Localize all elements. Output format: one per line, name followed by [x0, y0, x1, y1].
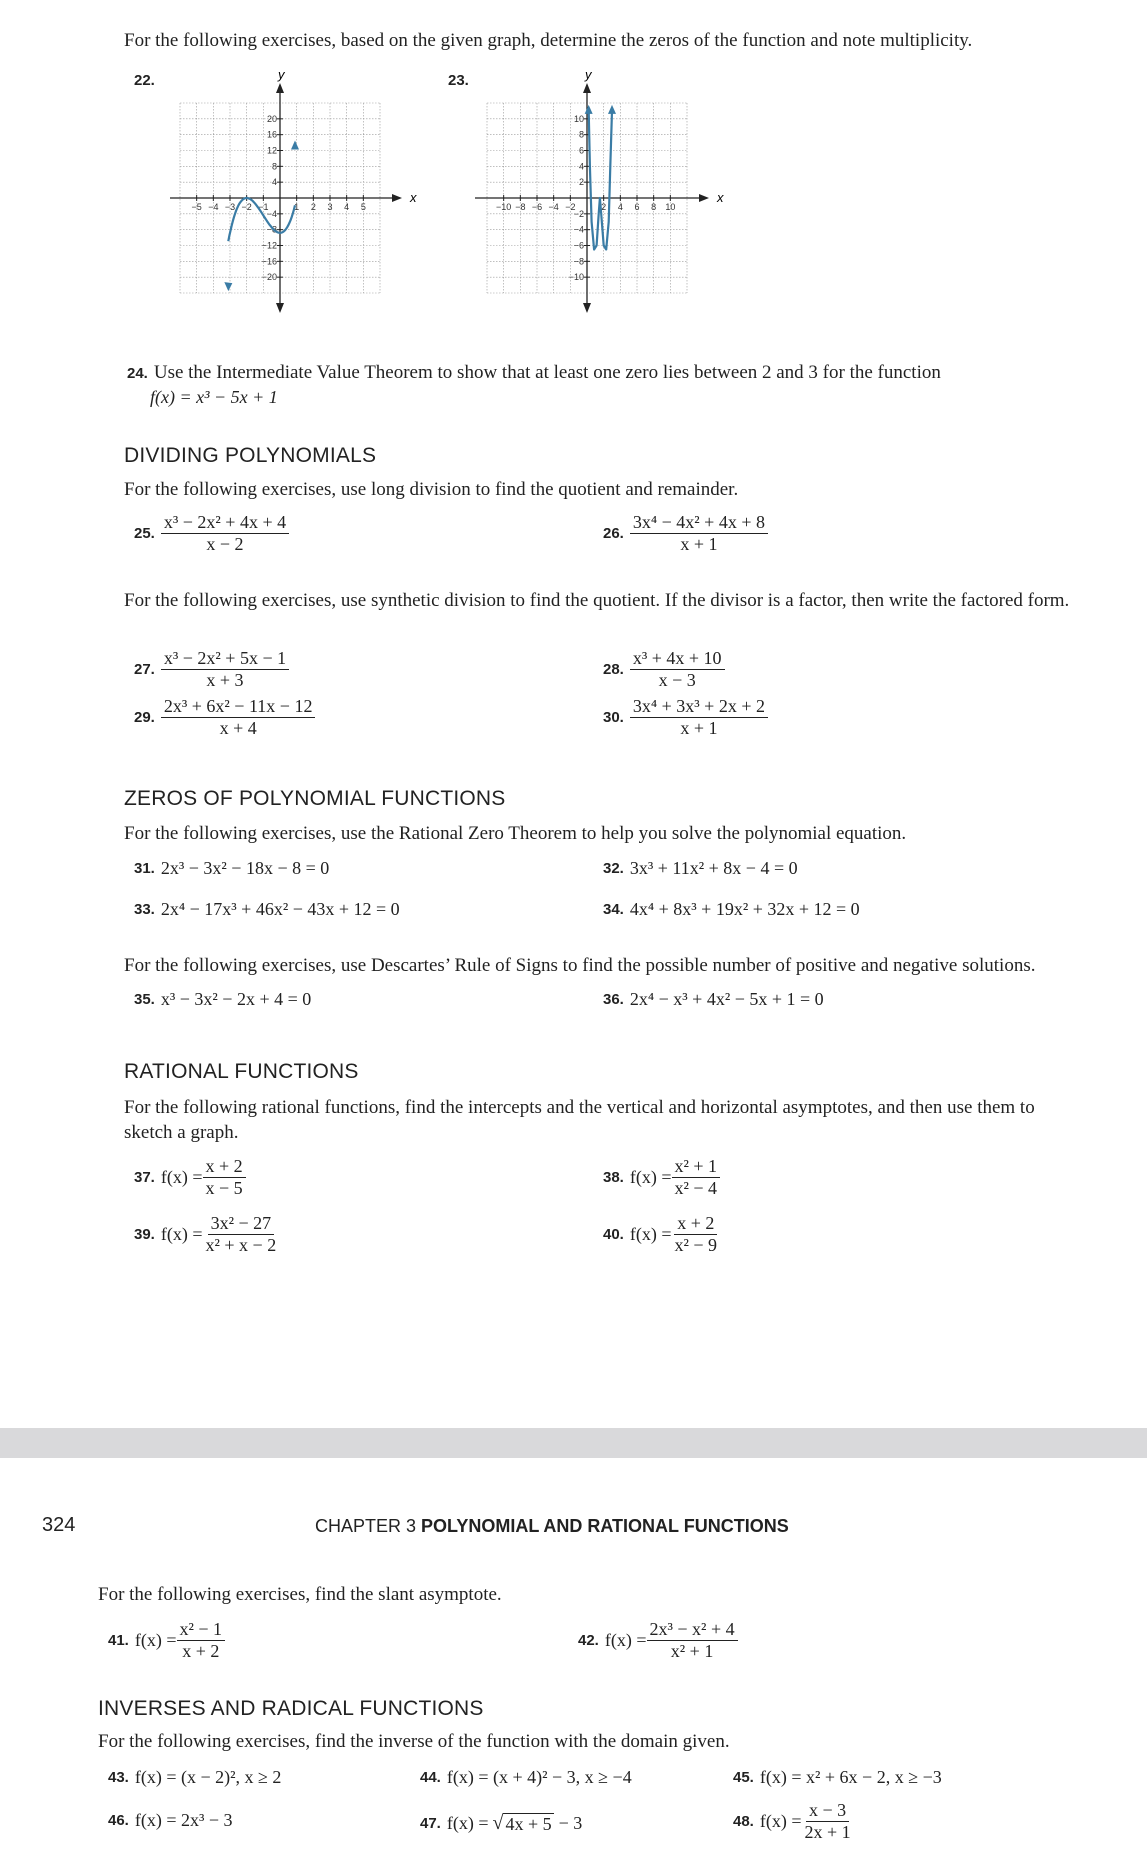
graph-22 — [170, 68, 420, 330]
y-tick-label: 20 — [266, 113, 277, 124]
exercise-35 — [134, 989, 311, 1010]
exercise-number: 28. — [603, 661, 624, 678]
exercise-number: 40. — [603, 1226, 624, 1243]
heading-dividing-polynomials: DIVIDING POLYNOMIALS — [124, 444, 377, 467]
exercise-33 — [134, 899, 400, 920]
fraction — [203, 1156, 246, 1199]
exercise-34 — [603, 899, 860, 920]
intro-slant-asymptote: For the following exercises, find the slant asymptote. — [98, 1584, 502, 1605]
y-tick-label: −4 — [266, 208, 277, 219]
fraction — [647, 1619, 738, 1662]
fraction — [672, 1156, 721, 1199]
numerator: x² + 1 — [672, 1156, 721, 1178]
y-tick-label: 4 — [271, 177, 277, 188]
intro-descartes: For the following exercises, use Descartes’ Rule of Signs to find the possible number of positive and negative solutions. — [124, 955, 1036, 976]
y-tick-label: −16 — [261, 256, 277, 267]
y-tick-label: 6 — [578, 145, 584, 156]
y-tick-label: 10 — [573, 113, 584, 124]
x-tick-label: −1 — [258, 202, 269, 212]
numerator: x − 3 — [806, 1800, 849, 1822]
x-tick-label: 5 — [360, 202, 366, 212]
intro-long-division: For the following exercises, use long division to find the quotient and remainder. — [124, 479, 739, 500]
fraction — [177, 1619, 226, 1662]
x-tick-label: 2 — [601, 202, 607, 212]
heading-inverses-and-radical-functions: INVERSES AND RADICAL FUNCTIONS — [98, 1697, 484, 1720]
y-axis-arrow-down — [276, 303, 284, 313]
fraction — [802, 1800, 854, 1843]
exercise-number: 41. — [108, 1632, 129, 1649]
exercise-31 — [134, 858, 329, 879]
y-tick-label: 8 — [578, 129, 584, 140]
function-lhs: f(x) = — [160, 1224, 203, 1244]
exercise-46 — [108, 1810, 233, 1831]
denominator: x² + 1 — [670, 1641, 714, 1661]
exercise-28 — [603, 648, 725, 691]
equation: f(x) = (x − 2)², x ≥ 2 — [134, 1767, 282, 1787]
numerator: x³ − 2x² + 5x − 1 — [161, 648, 289, 670]
denominator: x + 4 — [219, 718, 257, 738]
x-tick-label: −10 — [496, 202, 512, 212]
fraction — [630, 648, 725, 691]
radicand: 4x + 5 — [505, 1813, 552, 1834]
denominator: x + 2 — [182, 1641, 220, 1661]
exercise-number: 36. — [603, 991, 624, 1008]
equation-tail: − 3 — [558, 1813, 583, 1833]
x-tick-label: 1 — [294, 202, 300, 212]
equation: f(x) = 2x³ − 3 — [134, 1810, 233, 1830]
exercise-number: 32. — [603, 860, 624, 877]
exercise-25 — [134, 512, 289, 555]
exercise-41 — [108, 1619, 225, 1662]
exercise-number: 24. — [127, 364, 148, 382]
exercise-number: 27. — [134, 661, 155, 678]
fraction — [161, 512, 289, 555]
graph-23 — [475, 68, 735, 330]
function-lhs: f(x) = — [629, 1224, 672, 1244]
y-tick-label: −12 — [261, 240, 277, 251]
function-lhs: f(x) = — [160, 1167, 203, 1187]
exercise-32 — [603, 858, 798, 879]
exercise-number: 35. — [134, 991, 155, 1008]
x-axis-label: x — [717, 190, 724, 205]
intro-rational-functions: For the following rational functions, find the intercepts and the vertical and horizontal asymptotes, and then use them to sketch a graph. — [124, 1097, 1035, 1143]
numerator: x + 2 — [674, 1213, 717, 1235]
denominator: x − 2 — [206, 534, 244, 554]
exercise-44 — [420, 1767, 632, 1788]
fraction — [672, 1213, 721, 1256]
x-tick-label: −2 — [565, 202, 576, 212]
y-axis-label: y — [278, 68, 285, 82]
x-tick-label: 8 — [651, 202, 657, 212]
denominator: x² − 9 — [674, 1235, 718, 1255]
exercise-number: 30. — [603, 709, 624, 726]
y-axis-label: y — [585, 68, 592, 82]
x-tick-label: −2 — [241, 202, 252, 212]
exercise-number: 31. — [134, 860, 155, 877]
fraction — [161, 648, 289, 691]
denominator: x² + x − 2 — [205, 1235, 277, 1255]
denominator: x + 1 — [680, 718, 718, 738]
exercise-number-23: 23. — [448, 72, 469, 89]
x-tick-label: 2 — [310, 202, 316, 212]
x-axis-arrow-right — [392, 194, 402, 202]
chapter-title: POLYNOMIAL AND RATIONAL FUNCTIONS — [421, 1516, 789, 1536]
exercise-47 — [420, 1812, 582, 1835]
x-tick-label: −4 — [208, 202, 219, 212]
denominator: x + 3 — [206, 670, 244, 690]
exercise-24 — [127, 362, 941, 384]
equation: f(x) = x² + 6x − 2, x ≥ −3 — [759, 1767, 942, 1787]
y-tick-label: −6 — [573, 240, 584, 251]
denominator: x² − 4 — [674, 1178, 718, 1198]
y-tick-label: −8 — [573, 256, 584, 267]
exercise-number: 34. — [603, 901, 624, 918]
numerator: 2x³ + 6x² − 11x − 12 — [161, 696, 316, 718]
exercise-43 — [108, 1767, 281, 1788]
chapter-prefix: CHAPTER 3 — [315, 1516, 417, 1536]
fraction — [630, 512, 768, 555]
x-tick-label: −4 — [548, 202, 559, 212]
exercise-text: Use the Intermediate Value Theorem to show that at least one zero lies between 2 and 3 for the function — [153, 362, 941, 383]
exercise-number: 47. — [420, 1815, 441, 1832]
equation: 2x⁴ − x³ + 4x² − 5x + 1 = 0 — [629, 989, 824, 1009]
curve-arrow-left — [224, 282, 232, 291]
graph-22-labels — [192, 68, 417, 282]
exercise-number: 48. — [733, 1813, 754, 1830]
numerator: x³ − 2x² + 4x + 4 — [161, 512, 289, 534]
exercise-24-function: f(x) = x³ − 5x + 1 — [150, 387, 278, 407]
equation: 3x³ + 11x² + 8x − 4 = 0 — [629, 858, 798, 878]
exercise-36 — [603, 989, 824, 1010]
numerator: x + 2 — [203, 1156, 246, 1178]
chapter-header — [315, 1516, 789, 1537]
exercise-number: 42. — [578, 1632, 599, 1649]
x-tick-label: 6 — [634, 202, 640, 212]
y-tick-label: −10 — [568, 272, 584, 283]
fraction — [161, 696, 316, 739]
exercise-38 — [603, 1156, 720, 1199]
x-tick-label: −5 — [191, 202, 202, 212]
equation: f(x) = (x + 4)² − 3, x ≥ −4 — [446, 1767, 632, 1787]
y-tick-label: 4 — [578, 161, 584, 172]
x-tick-label: 10 — [665, 202, 676, 212]
numerator: 2x³ − x² + 4 — [647, 1619, 738, 1641]
exercise-number: 45. — [733, 1769, 754, 1786]
exercise-number: 43. — [108, 1769, 129, 1786]
x-tick-label: −8 — [515, 202, 526, 212]
x-axis-arrow-right — [699, 194, 709, 202]
y-tick-label: −2 — [573, 208, 584, 219]
fraction — [630, 696, 768, 739]
y-tick-label: −8 — [266, 224, 277, 235]
y-tick-label: −4 — [573, 224, 584, 235]
exercise-number: 33. — [134, 901, 155, 918]
exercise-number: 26. — [603, 525, 624, 542]
numerator: x³ + 4x + 10 — [630, 648, 725, 670]
function-lhs: f(x) = — [134, 1630, 177, 1650]
exercise-39 — [134, 1213, 279, 1256]
graph-23-curve — [589, 111, 612, 250]
equation: 4x⁴ + 8x³ + 19x² + 32x + 12 = 0 — [629, 899, 860, 919]
exercise-42 — [578, 1619, 738, 1662]
numerator: 3x⁴ − 4x² + 4x + 8 — [630, 512, 768, 534]
denominator: 2x + 1 — [804, 1822, 851, 1842]
exercise-number: 25. — [134, 525, 155, 542]
y-tick-label: 2 — [578, 177, 584, 188]
numerator: 3x⁴ + 3x³ + 2x + 2 — [630, 696, 768, 718]
denominator: x + 1 — [680, 534, 718, 554]
y-tick-label: 16 — [266, 129, 277, 140]
exercise-number-22: 22. — [134, 72, 155, 89]
function-lhs: f(x) = — [759, 1811, 802, 1831]
equation: 2x⁴ − 17x³ + 46x² − 43x + 12 = 0 — [160, 899, 400, 919]
exercise-number: 29. — [134, 709, 155, 726]
x-tick-label: 4 — [617, 202, 623, 212]
curve-arrow-right — [291, 141, 299, 150]
y-axis-arrow-down — [583, 303, 591, 313]
function-lhs: f(x) = — [629, 1167, 672, 1187]
x-tick-label: −3 — [224, 202, 236, 212]
equation: 2x³ − 3x² − 18x − 8 = 0 — [160, 858, 330, 878]
x-axis-label: x — [410, 190, 417, 205]
intro-graphs: For the following exercises, based on the given graph, determine the zeros of the function and note multiplicity. — [124, 30, 973, 51]
heading-zeros-of-polynomial-functions: ZEROS OF POLYNOMIAL FUNCTIONS — [124, 787, 506, 810]
exercise-37 — [134, 1156, 246, 1199]
denominator: x − 3 — [658, 670, 696, 690]
numerator: x² − 1 — [177, 1619, 226, 1641]
exercise-30 — [603, 696, 768, 739]
x-tick-label: 3 — [327, 202, 333, 212]
function-lhs: f(x) = — [446, 1813, 489, 1833]
exercise-26 — [603, 512, 768, 555]
x-tick-label: −6 — [531, 202, 543, 212]
exercise-number: 38. — [603, 1169, 624, 1186]
x-tick-label: 4 — [344, 202, 350, 212]
denominator: x − 5 — [205, 1178, 243, 1198]
y-axis-arrow-up — [276, 83, 284, 93]
intro-rational-zero: For the following exercises, use the Rational Zero Theorem to help you solve the polynomial equation. — [124, 823, 907, 844]
y-axis-arrow-up — [583, 83, 591, 93]
function-lhs: f(x) = — [604, 1630, 647, 1650]
page-separator-band — [0, 1428, 1147, 1458]
radical-sign: √ — [492, 1812, 504, 1834]
intro-inverses: For the following exercises, find the inverse of the function with the domain given. — [98, 1731, 730, 1752]
exercise-29 — [134, 696, 315, 739]
fraction — [203, 1213, 280, 1256]
graph-22-axes — [170, 83, 402, 313]
exercise-40 — [603, 1213, 720, 1256]
graph-23-axes — [475, 83, 709, 313]
exercise-number: 46. — [108, 1812, 129, 1829]
page-number: 324 — [42, 1514, 76, 1536]
heading-rational-functions: RATIONAL FUNCTIONS — [124, 1060, 359, 1083]
y-tick-label: −20 — [261, 272, 277, 283]
numerator: 3x² − 27 — [208, 1213, 275, 1235]
exercise-48 — [733, 1800, 854, 1843]
y-tick-label: 12 — [266, 145, 277, 156]
exercise-number: 37. — [134, 1169, 155, 1186]
exercise-number: 39. — [134, 1226, 155, 1243]
intro-synthetic-division: For the following exercises, use synthetic division to find the quotient. If the divisor is a factor, then write the factored form. — [124, 590, 1070, 611]
exercise-27 — [134, 648, 289, 691]
exercise-45 — [733, 1767, 942, 1788]
exercise-number: 44. — [420, 1769, 441, 1786]
equation: x³ − 3x² − 2x + 4 = 0 — [160, 989, 312, 1009]
y-tick-label: 8 — [271, 161, 277, 172]
